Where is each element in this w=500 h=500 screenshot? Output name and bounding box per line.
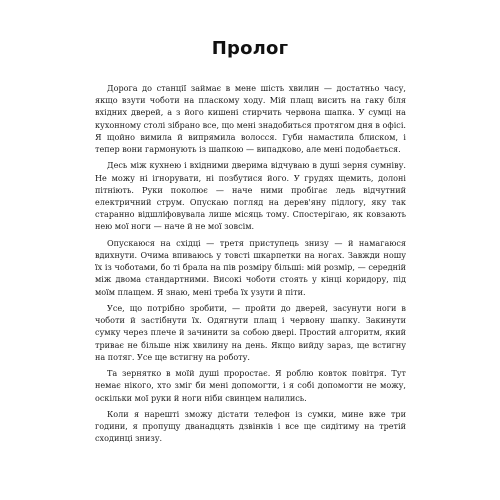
paragraph: Та зернятко в моїй душі проростає. Я роблю ковток повітря. Тут немає нікого, хто зміг би мені допомогти, і я собі допомогти не можу, оскільки мої руки й ноги ніби свинцем налились. [95,368,406,403]
paragraph: Коли я нарешті зможу дістати телефон із сумки, мине вже три години, я пропущу дванадцять дзвінків і все ще сидітиму на третій сходинці знизу. [95,409,406,444]
paragraph: Дорога до станції займає в мене шість хвилин — достатньо часу, якщо взути чоботи на пласкому ходу. Мій плащ висить на гаку біля вхідних дверей, а з його кишені стирчить червона шапка. У сумці на кухонному столі зібрано все, що мені знадобиться протягом дня в офісі. Я щойно вимила й випрямила волосся. Губи намастила блиском, і тепер вони гармонують із шапкою — випадково, але мені подобається. [95,83,406,155]
chapter-body [95,82,406,449]
chapter-title: Пролог [211,38,289,59]
paragraph: Усе, що потрібно зробити, — пройти до дверей, засунути ноги в чоботи й застібнути їх. Одягнути плащ і червону шапку. Закинути сумку через плече й зачинити за собою двері. Простий алгоритм, який триває не більше ніж хвилину на день. Якщо вийду зараз, ще встигну на потяг. Усе ще встигну на роботу. [95,303,406,362]
paragraph: Опускаюся на східці — третя приступець знизу — й намагаюся вдихнути. Очима впиваюсь у товсті шкарпетки на ногах. Завжди ношу їх із чоботами, бо ті брала на пів розміру більші: мій розмір, — середній між двома стандартними. Високі чоботи стоять у кінці коридору, під моїм плащем. Я знаю, мені треба їх узути й піти. [95,237,406,297]
paragraph: Десь між кухнею і вхідними дверима відчуваю в душі зерня сумніву. Не можу ні ігнорувати, ні позбутися його. У грудях щемить, долоні пітніють. Руки поколює — наче ними пробігає ледь відчутний електричний струм. Опускаю погляд на дерев'яну підлогу, яку так старанно відшліфовувала лише місяць тому. Спостерігаю, як ковзають нею мої ноги — наче й не мої зовсім. [95,160,406,232]
